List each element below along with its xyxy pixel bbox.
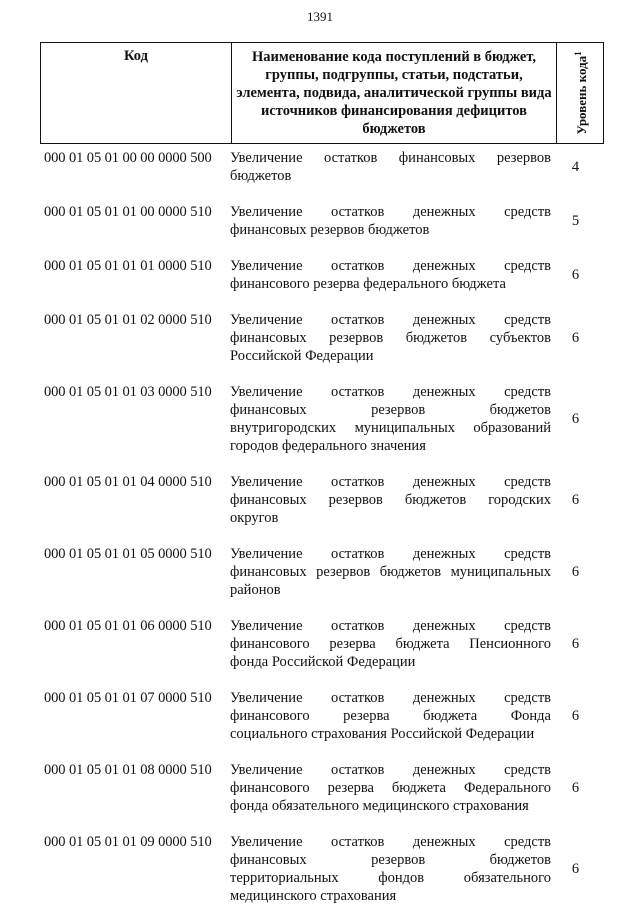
row-name [230,833,551,905]
row-level: 6 [571,330,580,346]
row-code: 000 01 05 01 01 00 0000 510 [44,204,212,220]
row-code: 000 01 05 01 01 03 0000 510 [44,384,212,400]
row-name [230,203,551,239]
row-name [230,473,551,527]
row-code: 000 01 05 01 01 01 0000 510 [44,258,212,274]
row-level: 6 [571,708,580,724]
table-row [44,689,600,743]
row-level: 5 [571,213,580,229]
row-level: 4 [571,159,580,175]
row-level: 6 [571,861,580,877]
table-row [44,545,600,599]
row-level: 6 [571,564,580,580]
row-code: 000 01 05 01 00 00 0000 500 [44,150,212,166]
table-row [44,311,600,365]
row-name [230,617,551,671]
row-code: 000 01 05 01 01 07 0000 510 [44,690,212,706]
table-header [40,42,604,144]
code-table-body [44,149,600,923]
row-name-line: финансовых резервов бюджетов субъектов [230,330,551,346]
row-code: 000 01 05 01 01 02 0000 510 [44,312,212,328]
row-code: 000 01 05 01 01 06 0000 510 [44,618,212,634]
table-row [44,761,600,815]
row-name-line: внутригородских муниципальных образований [230,420,551,436]
header-level-label: Уровень кода [574,55,590,135]
row-name-line: территориальных фондов обязательного [230,870,551,886]
row-name-line: финансовых резервов бюджетов [230,222,430,238]
row-name-line: бюджетов [230,168,292,184]
row-name [230,257,551,293]
row-name-line: финансовых резервов бюджетов [230,852,551,868]
row-name [230,311,551,365]
header-level-footnote: 1 [572,51,583,56]
header-level [557,43,603,143]
table-row [44,833,600,905]
row-name [230,689,551,743]
row-name-line: Увеличение остатков денежных средств [230,474,551,490]
table-row [44,149,600,185]
row-name-line: районов [230,582,281,598]
row-name-line: финансового резерва бюджета Федерального [230,780,551,796]
row-name [230,383,551,455]
table-row [44,617,600,671]
row-code: 000 01 05 01 01 05 0000 510 [44,546,212,562]
row-name-line: Увеличение остатков денежных средств [230,384,551,400]
row-level: 6 [571,267,580,283]
table-row [44,257,600,293]
row-name-line: Российской Федерации [230,348,374,364]
row-name-line: финансового резерва бюджета Пенсионного [230,636,551,652]
row-name-line: Увеличение остатков финансовых резервов [230,150,551,166]
row-name-line: Увеличение остатков денежных средств [230,546,551,562]
page-number: 1391 [307,9,333,24]
row-name-line: Увеличение остатков денежных средств [230,258,551,274]
row-level: 6 [571,636,580,652]
row-name-line: медицинского страхования [230,888,397,904]
row-name-line: Увеличение остатков денежных средств [230,690,551,706]
row-level: 6 [571,780,580,796]
row-code: 000 01 05 01 01 08 0000 510 [44,762,212,778]
row-level: 6 [571,492,580,508]
row-name [230,761,551,815]
row-name-line: финансовых резервов бюджетов [230,402,551,418]
table-row [44,383,600,455]
row-name-line: городов федерального значения [230,438,426,454]
row-name-line: финансовых резервов бюджетов городских [230,492,551,508]
row-name-line: финансового резерва бюджета Фонда [230,708,551,724]
row-name-line: Увеличение остатков денежных средств [230,204,551,220]
row-name-line: финансовых резервов бюджетов муниципальных [230,564,551,580]
row-name-line: финансового резерва федерального бюджета [230,276,506,292]
row-name [230,149,551,185]
row-name-line: Увеличение остатков денежных средств [230,312,551,328]
table-row [44,473,600,527]
table-row [44,203,600,239]
header-name: Наименование кода поступлений в бюджет, группы, подгруппы, статьи, подстатьи, элемента, подвида, аналитической группы вида источников финансирования дефицитов бюджетов [232,43,557,143]
row-name-line: социального страхования Российской Федерации [230,726,535,742]
header-level-text [571,47,589,139]
row-name [230,545,551,599]
row-name-line: округов [230,510,279,526]
row-name-line: Увеличение остатков денежных средств [230,618,551,634]
row-code: 000 01 05 01 01 04 0000 510 [44,474,212,490]
header-code: Код [41,43,232,143]
row-name-line: фонда Российской Федерации [230,654,416,670]
row-name-line: фонда обязательного медицинского страхования [230,798,529,814]
row-name-line: Увеличение остатков денежных средств [230,762,551,778]
row-name-line: Увеличение остатков денежных средств [230,834,551,850]
row-level: 6 [571,411,580,427]
row-code: 000 01 05 01 01 09 0000 510 [44,834,212,850]
